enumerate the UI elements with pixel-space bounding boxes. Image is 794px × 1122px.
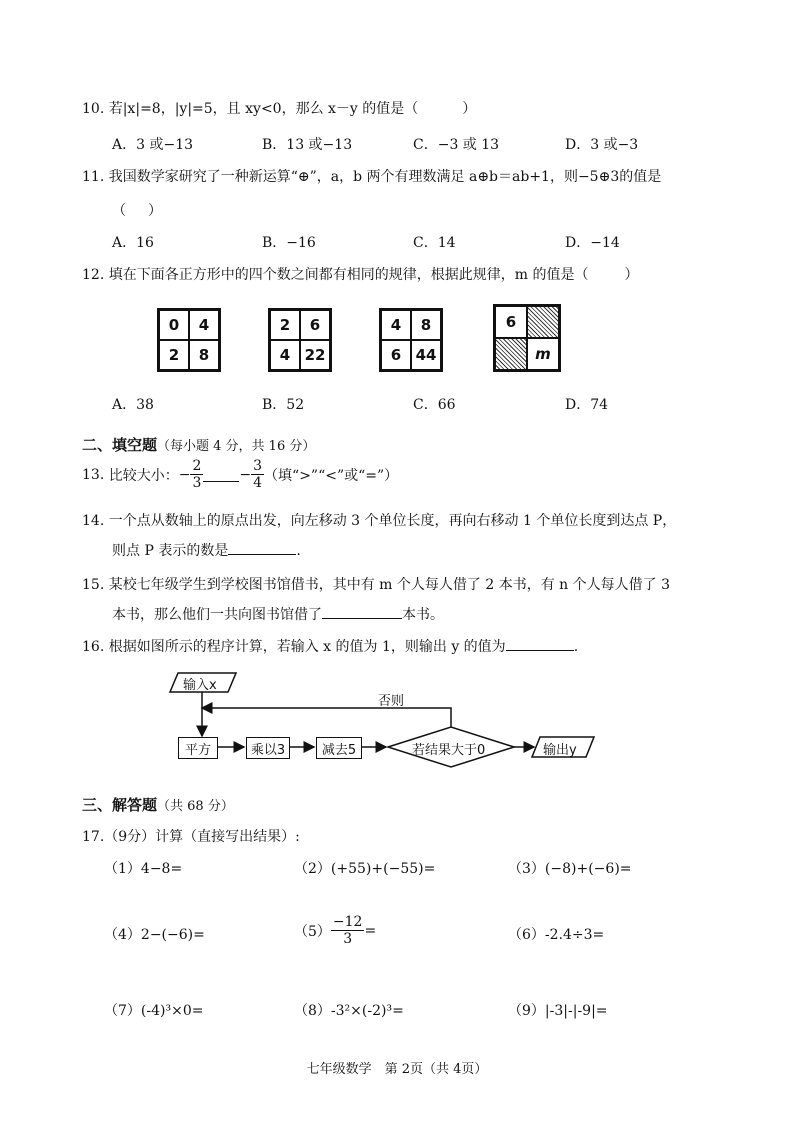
q10-option-b: B．13 或−13	[262, 137, 353, 153]
flow-decision-label: 若结果大于0	[412, 743, 486, 758]
question-number: 16.	[82, 639, 105, 655]
q17-item-6: （6）-2.4÷3=	[508, 927, 605, 943]
q17-item-1: （1）4−8=	[104, 861, 183, 877]
question-number: 12.	[82, 267, 105, 283]
question-number: 17.	[82, 829, 105, 845]
square-cell: 2	[159, 340, 189, 370]
question-16: 16. 根据如图所示的程序计算，若输入 x 的值为 1，则输出 y 的值为 .	[82, 636, 578, 656]
square-cell: 2	[270, 310, 300, 340]
square-cell: 4	[189, 310, 219, 340]
square-cell: 22	[300, 340, 330, 370]
question-number: 15.	[82, 577, 105, 593]
section-2-heading: 二、填空题（每小题 4 分，共 16 分）	[82, 436, 316, 454]
fraction: $\frac{2}{3}$	[192, 458, 202, 491]
flow-output-label: 输出y	[543, 743, 577, 758]
square-cell: 8	[411, 310, 441, 340]
question-10: 10. 若|x|=8，|y|=5，且 xy<0，那么 x－y 的值是（ ）	[82, 101, 477, 117]
q12-option-b: B．52	[262, 397, 305, 413]
q17-item-2: （2）(+55)+(−55)=	[294, 861, 436, 877]
question-14: 14. 一个点从数轴上的原点出发，向左移动 3 个单位长度，再向右移动 1 个单位长度到达点 P，	[82, 513, 677, 529]
question-15: 15. 某校七年级学生到学校图书馆借书，其中有 m 个人每人借了 2 本书，有 n 个人每人借了 3	[82, 577, 670, 593]
flow-subtract-box: 减去5	[316, 737, 362, 759]
q11-option-d: D．−14	[565, 235, 620, 251]
q12-option-c: C．66	[413, 397, 456, 413]
square-cell: 6	[381, 340, 411, 370]
q10-option-a: A．3 或−13	[112, 137, 194, 153]
question-number: 13.	[82, 466, 105, 483]
fraction: $\frac{3}{4}$	[253, 458, 263, 491]
square-cell: 0	[159, 310, 189, 340]
question-15-line2: 本书，那么他们一共向图书馆借了 本书。	[112, 604, 444, 624]
q17-item-3: （3）(−8)+(−6)=	[508, 861, 632, 877]
q11-answer-paren: （ ）	[112, 203, 162, 219]
flow-multiply-box: 乘以3	[246, 737, 290, 759]
square-cell: 6	[495, 306, 527, 338]
q11-option-b: B．−16	[262, 235, 316, 251]
q10-option-d: D．3 或−3	[565, 137, 639, 153]
q17-item-5: （5） $\frac{-12}{3}$ =	[294, 914, 377, 947]
q17-item-8: （8）-3²×(-2)³=	[294, 1003, 404, 1019]
page-footer: 七年级数学 第 2页（共 4页）	[306, 1062, 488, 1077]
square-cell: 6	[300, 310, 330, 340]
square-cell: 4	[381, 310, 411, 340]
q11-option-c: C．14	[413, 235, 456, 251]
question-11: 11. 我国数学家研究了一种新运算“⊕”，a，b 两个有理数满足 a⊕b＝ab+1，则−5⊕3的值是	[82, 169, 662, 185]
q17-item-9: （9）|-3|-|-9|=	[508, 1003, 608, 1019]
q17-item-4: （4）2−(−6)=	[104, 927, 205, 943]
q10-option-c: C．−3 或 13	[413, 137, 500, 153]
question-12: 12. 填在下面各正方形中的四个数之间都有相同的规律，根据此规律，m 的值是（ ）	[82, 267, 639, 283]
q12-option-d: D．74	[565, 397, 609, 413]
question-number: 11.	[82, 169, 105, 185]
q11-option-a: A．16	[112, 235, 154, 251]
abs-y: |y|	[174, 101, 193, 117]
question-17: 17.（9分）计算（直接写出结果）:	[82, 829, 300, 845]
q12-option-a: A．38	[112, 397, 154, 413]
question-number: 14.	[82, 513, 105, 529]
square-cell: 44	[411, 340, 441, 370]
flow-else-label: 否则	[378, 694, 405, 709]
flow-square-box: 平方	[178, 737, 218, 759]
square-cell: 4	[270, 340, 300, 370]
question-13: 13. 比较大小： − $\frac{2}{3}$ − $\frac{3}{4}$ （填“>”“<”或“=”）	[82, 458, 399, 491]
square-cell: 8	[189, 340, 219, 370]
abs-x: |x|	[122, 101, 141, 117]
q17-item-7: （7）(-4)³×0=	[104, 1003, 204, 1019]
question-number: 10.	[82, 101, 105, 117]
flow-input-label: 输入x	[183, 678, 217, 693]
question-14-line2: 则点 P 表示的数是 .	[112, 540, 301, 560]
square-cell-m: m	[527, 338, 559, 370]
fraction: $\frac{-12}{3}$	[332, 914, 363, 947]
section-3-heading: 三、解答题（共 68 分）	[82, 796, 234, 814]
